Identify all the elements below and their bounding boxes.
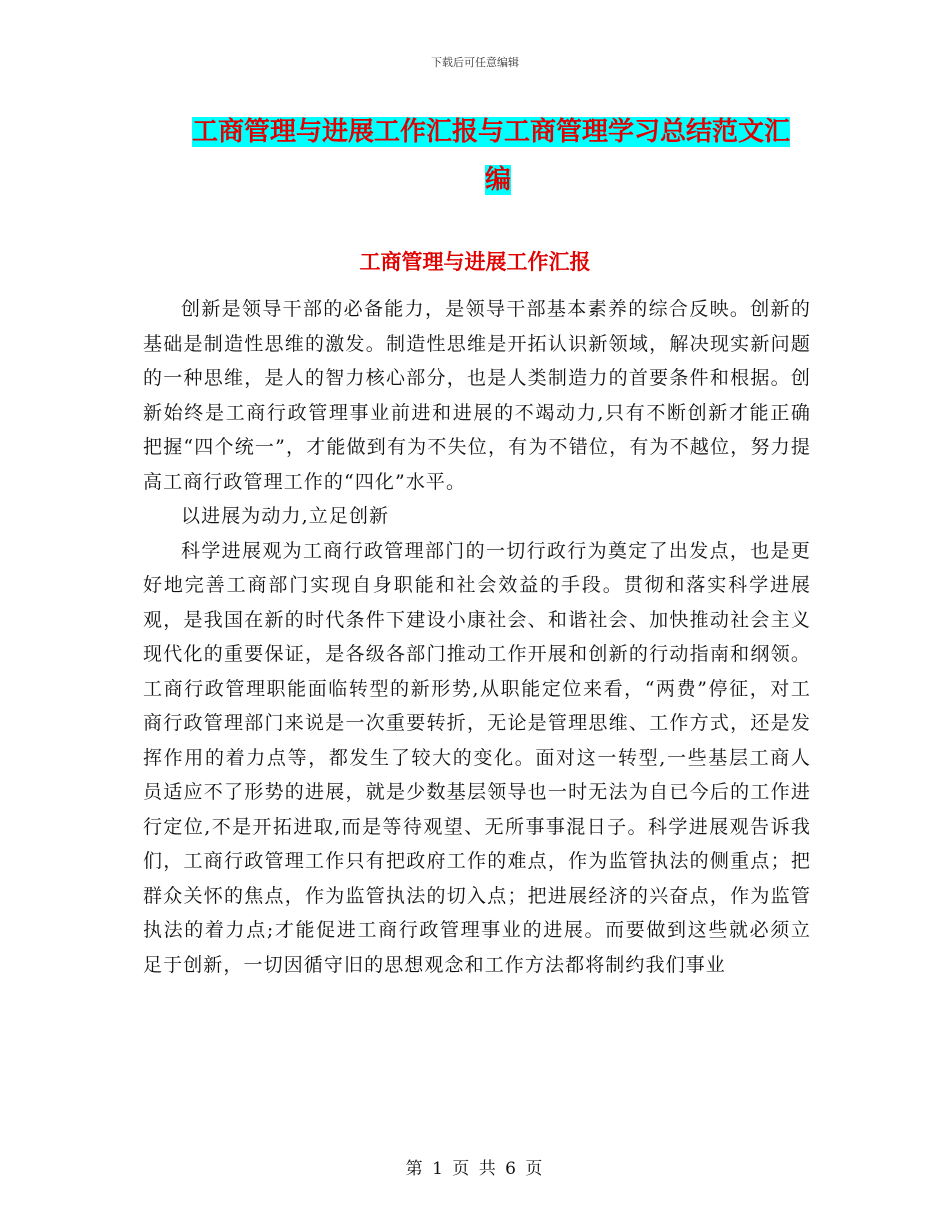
paragraph-2: 以进展为动力,立足创新 (181, 505, 390, 527)
paragraph-1: 创新是领导干部的必备能力，是领导干部基本素养的综合反映。创新的基础是制造性思维的激发。制造性思维是开拓认识新领域，解决现实新问题的一种思维，是人的智力核心部分，也是人类制造力的首要条件和根据。创新始终是工商行政管理事业前进和进展的不竭动力,只有不断创新才能正确把握“四个统一”，才能做到有为不失位，有为不错位，有为不越位，努力提高工商行政管理工作的“四化”水平。 (143, 298, 811, 493)
document-title-line-1 (192, 108, 804, 156)
section-title: 工商管理与进展工作汇报 (359, 250, 591, 274)
document-title (192, 108, 804, 204)
header-note: 下载后可任意编辑 (431, 56, 519, 69)
document-title-line-2-text: 编 (484, 165, 511, 195)
document-title-line-2 (192, 156, 804, 204)
paragraph-3: 科学进展观为工商行政管理部门的一切行政行为奠定了出发点，也是更好地完善工商部门实现自身职能和社会效益的手段。贯彻和落实科学进展观，是我国在新的时代条件下建设小康社会、和谐社会、加快推动社会主义现代化的重要保证，是各级各部门推动工作开展和创新的行动指南和纲领。工商行政管理职能面临转型的新形势,从职能定位来看，“两费”停征，对工商行政管理部门来说是一次重要转折，无论是管理思维、工作方式，还是发挥作用的着力点等，都发生了较大的变化。面对这一转型,一些基层工商人员适应不了形势的进展，就是少数基层领导也一时无法为自已今后的工作进行定位,不是开拓进取,而是等待观望、无所事事混日子。科学进展观告诉我们，工商行政管理工作只有把政府工作的难点，作为监管执法的侧重点；把群众关怀的焦点，作为监管执法的切入点；把进展经济的兴奋点，作为监管执法的着力点;才能促进工商行政管理事业的进展。而要做到这些就必须立足于创新，一切因循守旧的思想观念和工作方法都将制约我们事业 (143, 539, 811, 976)
document-title-line-1-text: 工商管理与进展工作汇报与工商管理学习总结范文汇 (192, 117, 791, 147)
body-text (143, 292, 811, 982)
page-indicator: 第 1 页 共 6 页 (405, 1159, 545, 1179)
